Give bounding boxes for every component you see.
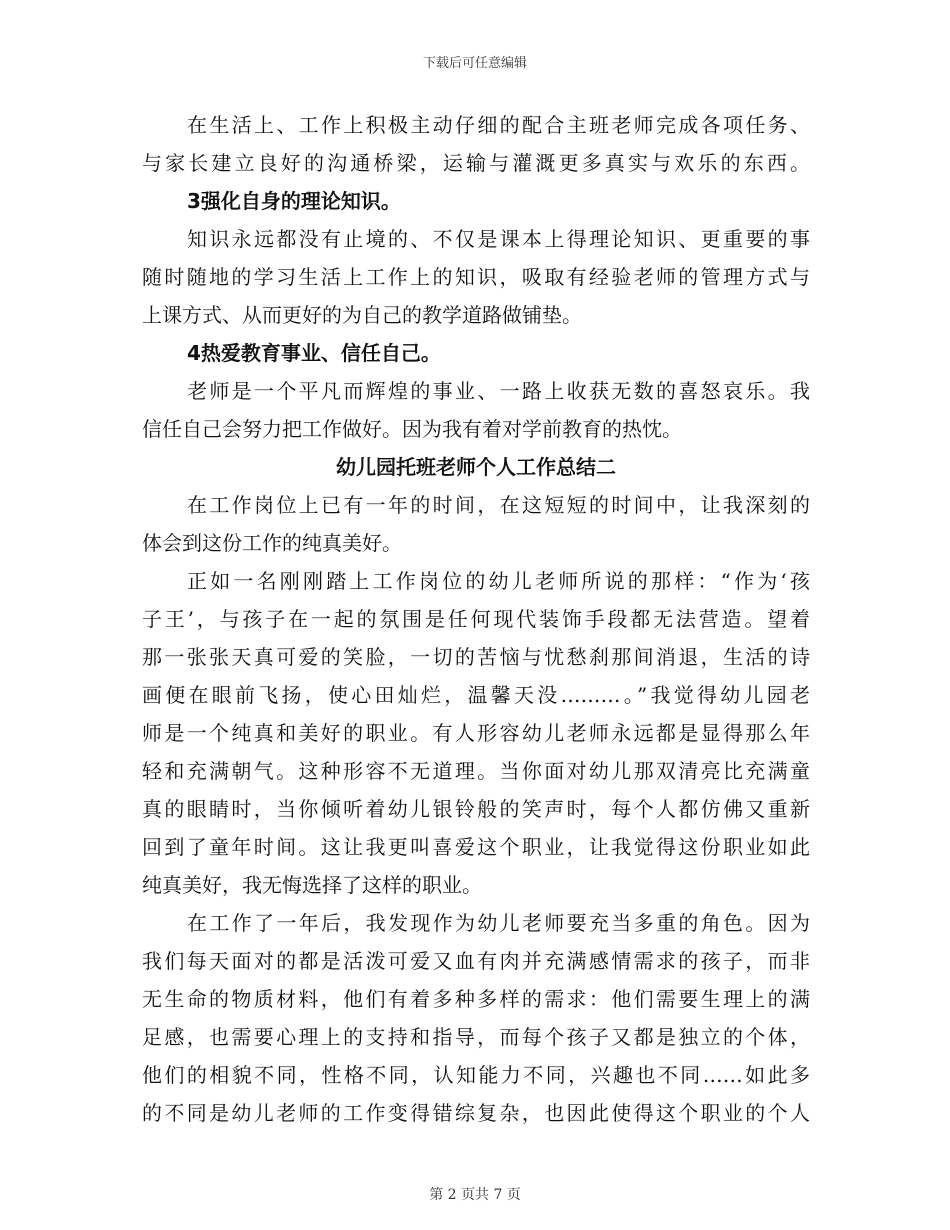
paragraph-line: 那一张张天真可爱的笑脸，一切的苦恼与忧愁刹那间消退，生活的诗 [142, 645, 810, 669]
paragraph-line: 子王’，与孩子在一起的氛围是任何现代装饰手段都无法营造。望着 [142, 607, 810, 631]
paragraph-line: 画便在眼前飞扬，使心田灿烂，温馨天没………。”我觉得幼儿园老 [142, 683, 810, 707]
paragraph-line: 随时随地的学习生活上工作上的知识，吸取有经验老师的管理方式与 [142, 265, 810, 289]
paragraph-line: 足感，也需要心理上的支持和指导，而每个孩子又都是独立的个体， [142, 1025, 810, 1049]
page-header: 下载后可任意编辑 [422, 56, 527, 71]
paragraph-line: 体会到这份工作的纯真美好。 [142, 531, 402, 555]
document-body [142, 106, 810, 1132]
paragraph-line: 真的眼睛时，当你倾听着幼儿银铃般的笑声时，每个人都仿佛又重新 [142, 797, 810, 821]
paragraph-line: 正如一名刚刚踏上工作岗位的幼儿老师所说的那样：“作为‘孩 [187, 569, 810, 593]
paragraph-line: 在工作了一年后，我发现作为幼儿老师要充当多重的角色。因为 [187, 911, 810, 935]
paragraph-line: 在工作岗位上已有一年的时间，在这短短的时间中，让我深刻的 [187, 493, 810, 517]
paragraph-line: 纯真美好，我无悔选择了这样的职业。 [142, 873, 482, 897]
paragraph-line: 在生活上、工作上积极主动仔细的配合主班老师完成各项任务、 [187, 113, 810, 137]
paragraph-line: 与家长建立良好的沟通桥梁，运输与灌溉更多真实与欢乐的东西。 [142, 151, 810, 175]
paragraph-line: 知识永远都没有止境的、不仅是课本上得理论知识、更重要的事 [187, 227, 810, 251]
paragraph-line: 轻和充满朝气。这种形容不无道理。当你面对幼儿那双清亮比充满童 [142, 759, 810, 783]
paragraph-line: 无生命的物质材料，他们有着多种多样的需求：他们需要生理上的满 [142, 987, 810, 1011]
paragraph-line: 回到了童年时间。这让我更叫喜爱这个职业，让我觉得这份职业如此 [142, 835, 810, 859]
paragraph-line: 老师是一个平凡而辉煌的事业、一路上收获无数的喜怒哀乐。我 [187, 379, 810, 403]
paragraph-line: 上课方式、从而更好的为自己的教学道路做铺垫。 [142, 303, 582, 327]
paragraph-line: 的不同是幼儿老师的工作变得错综复杂，也因此使得这个职业的个人 [142, 1101, 810, 1125]
page-footer: 第 2 页共 7 页 [429, 1187, 521, 1203]
section-heading: 4热爱教育事业、信任自己。 [187, 341, 441, 365]
paragraph-line: 师是一个纯真和美好的职业。有人形容幼儿老师永远都是显得那么年 [142, 721, 810, 745]
paragraph-line: 我们每天面对的都是活泼可爱又血有肉并充满感情需求的孩子，而非 [142, 949, 810, 973]
paragraph-line: 他们的相貌不同，性格不同，认知能力不同，兴趣也不同……如此多 [142, 1063, 810, 1087]
paragraph-line: 信任自己会努力把工作做好。因为我有着对学前教育的热忱。 [142, 417, 682, 441]
document-title: 幼儿园托班老师个人工作总结二 [336, 455, 616, 479]
section-heading: 3强化自身的理论知识。 [187, 189, 401, 213]
